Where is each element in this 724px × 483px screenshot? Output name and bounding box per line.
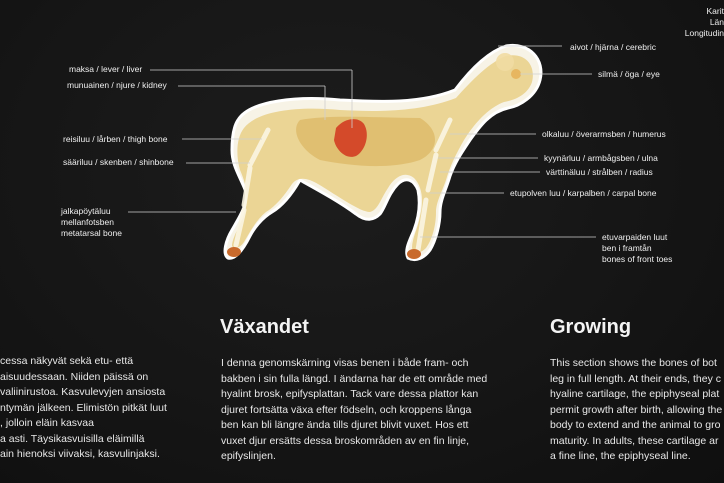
text-line: This section shows the bones of bot bbox=[550, 357, 717, 369]
label-radius: värttinäluu / strålben / radius bbox=[546, 167, 653, 177]
corner-label: Län bbox=[709, 17, 724, 27]
text-line: hyaline cartilage, the epiphyseal plat bbox=[550, 388, 720, 400]
text-line: djuret fortsätta växa efter födseln, och kroppens långa bbox=[221, 403, 472, 416]
english-text bbox=[550, 356, 724, 465]
label-thigh-bone: reisiluu / lårben / thigh bone bbox=[63, 134, 168, 144]
text-line: vuxet djur ersätts dessa broskområden av en fin linje, bbox=[221, 434, 470, 447]
finnish-text bbox=[0, 354, 210, 463]
text-line: cessa näkyvät sekä etu- että bbox=[0, 355, 134, 367]
hoof-back bbox=[227, 247, 241, 257]
corner-label: Karit bbox=[706, 6, 724, 16]
text-line: bakben i sin fulla längd. I ändarna har de ett område med bbox=[221, 372, 488, 385]
swedish-heading: Växandet bbox=[220, 316, 309, 338]
text-line: aisuudessaan. Niiden päissä on bbox=[0, 370, 149, 383]
swedish-text bbox=[221, 356, 531, 465]
brain bbox=[496, 53, 514, 71]
label-eye: silmä / öga / eye bbox=[598, 69, 660, 79]
text-line: a asti. Täysikasvuisilla eläimillä bbox=[0, 432, 145, 445]
label-line: mellanfotsben bbox=[61, 217, 114, 227]
text-line: ntymän jälkeen. Elimistön pitkät luut bbox=[0, 401, 167, 414]
label-line: bones of front toes bbox=[602, 254, 673, 264]
finnish-heading-fragment bbox=[0, 316, 1, 339]
text-line: maturity. In adults, these cartilage ar bbox=[550, 434, 719, 447]
text-line: hyalint brosk, epifysplattan. Tack vare dessa plattor kan bbox=[221, 388, 479, 400]
english-heading: Growing bbox=[550, 316, 632, 338]
text-line: ain hienoksi viivaksi, kasvulinjaksi. bbox=[0, 448, 160, 460]
label-line: jalkapöytäluu bbox=[61, 206, 111, 216]
text-line: ben kan bli längre ända tills djuret blivit vuxet. Hos ett bbox=[221, 419, 469, 431]
corner-label: Longitudin bbox=[684, 28, 724, 38]
hoof-front bbox=[407, 249, 421, 259]
label-shinbone: sääriluu / skenben / shinbone bbox=[63, 157, 174, 167]
label-metatarsal bbox=[61, 206, 122, 239]
label-ulna: kyynärluu / armbågsben / ulna bbox=[544, 153, 658, 163]
text-line: a fine line, the epiphyseal line. bbox=[550, 450, 691, 462]
label-line: etuvarpaiden luut bbox=[602, 232, 668, 242]
text-line: valiinirustoa. Kasvulevyjen ansiosta bbox=[0, 386, 166, 398]
text-line: body to extend and the animal to gro bbox=[550, 419, 721, 431]
eye bbox=[511, 69, 521, 79]
text-line: , jolloin eläin kasvaa bbox=[0, 417, 94, 429]
text-line: permit growth after birth, allowing the bbox=[550, 403, 723, 416]
label-line: ben i framtån bbox=[602, 243, 652, 253]
label-kidney: munuainen / njure / kidney bbox=[67, 80, 167, 90]
label-carpal-bone: etupolven luu / karpalben / carpal bone bbox=[510, 188, 657, 198]
text-line: leg in full length. At their ends, they c bbox=[550, 372, 722, 385]
label-liver: maksa / lever / liver bbox=[69, 64, 143, 74]
label-brain: aivot / hjärna / cerebric bbox=[570, 42, 656, 52]
text-line: I denna genomskärning visas benen i både fram- och bbox=[221, 357, 469, 369]
text-line: epifyslinjen. bbox=[221, 450, 276, 462]
label-humerus: olkaluu / överarmsben / humerus bbox=[542, 129, 666, 139]
label-front-toes bbox=[602, 232, 672, 265]
label-line: metatarsal bone bbox=[61, 228, 122, 238]
